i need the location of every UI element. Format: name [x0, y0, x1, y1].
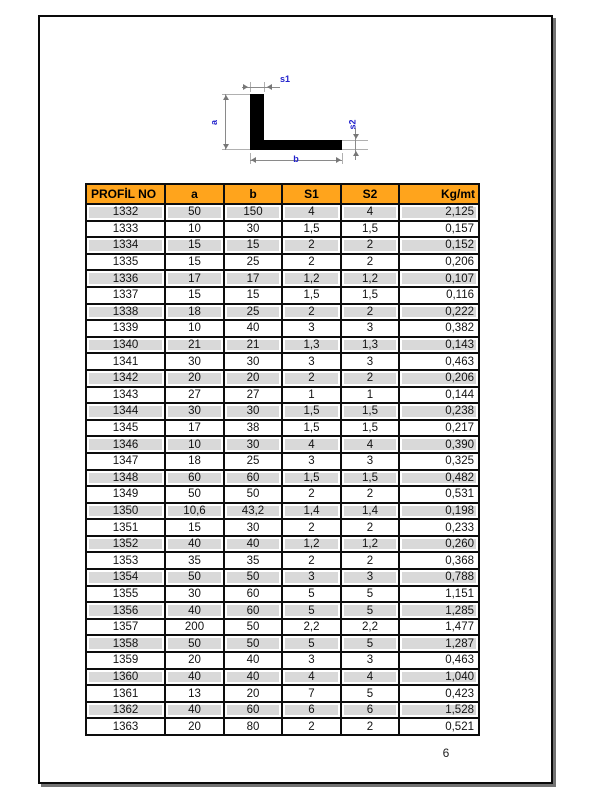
table-cell: 10	[165, 320, 224, 337]
table-cell: 1,5	[341, 287, 399, 304]
table-cell: 0,238	[399, 403, 479, 420]
table-cell: 1	[282, 387, 341, 404]
table-cell: 1354	[86, 569, 165, 586]
header-cell-s2: S2	[341, 184, 399, 204]
table-row	[86, 602, 479, 619]
table-cell: 2	[282, 486, 341, 503]
table-cell: 27	[165, 387, 224, 404]
table-cell: 0,390	[399, 436, 479, 453]
table-cell: 2	[341, 552, 399, 569]
table-cell: 40	[224, 669, 282, 686]
table-cell: 50	[165, 204, 224, 221]
table-row	[86, 420, 479, 437]
table-cell: 2,2	[282, 619, 341, 636]
table-row	[86, 237, 479, 254]
table-cell: 40	[165, 669, 224, 686]
table-cell: 1334	[86, 237, 165, 254]
table-header-row	[86, 184, 479, 204]
table-row	[86, 569, 479, 586]
table-cell: 0,143	[399, 337, 479, 354]
table-cell: 1,5	[282, 287, 341, 304]
table-cell: 10	[165, 221, 224, 238]
table-cell: 1,528	[399, 702, 479, 719]
l-profile-diagram	[210, 70, 380, 175]
table-cell: 3	[282, 353, 341, 370]
header-cell-s1: S1	[282, 184, 341, 204]
table-row	[86, 436, 479, 453]
table-cell: 1,477	[399, 619, 479, 636]
table-cell: 0,788	[399, 569, 479, 586]
table-cell: 1352	[86, 536, 165, 553]
table-row	[86, 204, 479, 221]
table-row	[86, 320, 479, 337]
table-cell: 1,2	[282, 536, 341, 553]
table-cell: 18	[165, 453, 224, 470]
table-cell: 2	[341, 254, 399, 271]
table-cell: 0,325	[399, 453, 479, 470]
table-cell: 15	[165, 254, 224, 271]
table-cell: 2	[341, 486, 399, 503]
table-cell: 1332	[86, 204, 165, 221]
table-cell: 1,5	[282, 403, 341, 420]
table-cell: 2	[341, 237, 399, 254]
table-cell: 200	[165, 619, 224, 636]
table-cell: 50	[165, 635, 224, 652]
table-cell: 4	[341, 669, 399, 686]
table-row	[86, 353, 479, 370]
table-cell: 5	[341, 586, 399, 603]
table-row	[86, 287, 479, 304]
table-cell: 1355	[86, 586, 165, 603]
table-cell: 2	[282, 718, 341, 735]
table-row	[86, 669, 479, 686]
table-row	[86, 536, 479, 553]
table-cell: 1336	[86, 270, 165, 287]
table-cell: 30	[165, 403, 224, 420]
arrowhead-icon	[353, 151, 359, 156]
table-cell: 25	[224, 453, 282, 470]
table-cell: 2,2	[341, 619, 399, 636]
table-cell: 3	[282, 569, 341, 586]
table-cell: 2	[282, 519, 341, 536]
table-cell: 5	[282, 586, 341, 603]
table-cell: 3	[282, 453, 341, 470]
table-cell: 1,285	[399, 602, 479, 619]
table-cell: 5	[282, 602, 341, 619]
table-cell: 40	[165, 602, 224, 619]
table-cell: 0,206	[399, 370, 479, 387]
table-cell: 20	[165, 370, 224, 387]
table-cell: 20	[165, 652, 224, 669]
table-cell: 0,368	[399, 552, 479, 569]
table-cell: 4	[341, 204, 399, 221]
table-cell: 1,040	[399, 669, 479, 686]
table-cell: 2	[282, 254, 341, 271]
table-cell: 15	[165, 287, 224, 304]
table-cell: 1356	[86, 602, 165, 619]
table-cell: 1341	[86, 353, 165, 370]
table-cell: 1,5	[341, 470, 399, 487]
dim-extension-line	[222, 149, 250, 150]
table-cell: 20	[224, 685, 282, 702]
table-cell: 40	[224, 536, 282, 553]
table-cell: 17	[165, 420, 224, 437]
table-cell: 1361	[86, 685, 165, 702]
table-cell: 1,287	[399, 635, 479, 652]
table-row	[86, 519, 479, 536]
table-cell: 5	[341, 602, 399, 619]
table-cell: 18	[165, 304, 224, 321]
table-cell: 150	[224, 204, 282, 221]
table-body	[86, 204, 479, 735]
table-row	[86, 652, 479, 669]
table-cell: 1344	[86, 403, 165, 420]
table-cell: 1,5	[282, 420, 341, 437]
header-cell-a: a	[165, 184, 224, 204]
table-cell: 20	[165, 718, 224, 735]
table-cell: 1,3	[341, 337, 399, 354]
table-cell: 0,260	[399, 536, 479, 553]
table-cell: 60	[224, 602, 282, 619]
table-cell: 3	[341, 569, 399, 586]
table-row	[86, 486, 479, 503]
page-number: 6	[442, 746, 450, 760]
table-cell: 1,4	[282, 503, 341, 520]
table-cell: 15	[165, 519, 224, 536]
dim-label-s2: s2	[347, 119, 358, 130]
table-cell: 1360	[86, 669, 165, 686]
table-cell: 1,151	[399, 586, 479, 603]
table-cell: 60	[165, 470, 224, 487]
table-cell: 1343	[86, 387, 165, 404]
table-cell: 1340	[86, 337, 165, 354]
table-row	[86, 370, 479, 387]
table-cell: 25	[224, 254, 282, 271]
table-cell: 2	[282, 370, 341, 387]
table-cell: 4	[282, 669, 341, 686]
table-row	[86, 619, 479, 636]
table-cell: 3	[282, 652, 341, 669]
table-row	[86, 387, 479, 404]
table-cell: 50	[165, 569, 224, 586]
header-cell-b: b	[224, 184, 282, 204]
table-cell: 1359	[86, 652, 165, 669]
table-cell: 13	[165, 685, 224, 702]
table-row	[86, 718, 479, 735]
table-cell: 30	[224, 403, 282, 420]
table-cell: 43,2	[224, 503, 282, 520]
table-cell: 10,6	[165, 503, 224, 520]
table-cell: 1349	[86, 486, 165, 503]
table-cell: 6	[341, 702, 399, 719]
table-cell: 30	[224, 519, 282, 536]
header-cell-kg-mt: Kg/mt	[399, 184, 479, 204]
table-cell: 1337	[86, 287, 165, 304]
table-cell: 4	[282, 436, 341, 453]
table-cell: 27	[224, 387, 282, 404]
arrowhead-icon	[223, 144, 229, 149]
table-cell: 1	[341, 387, 399, 404]
dim-line-a	[225, 94, 226, 150]
table-cell: 25	[224, 304, 282, 321]
table-row	[86, 270, 479, 287]
l-shape-horizontal-leg	[250, 140, 342, 150]
table-row	[86, 470, 479, 487]
table-cell: 3	[282, 320, 341, 337]
arrowhead-icon	[267, 84, 272, 90]
table-row	[86, 221, 479, 238]
table-cell: 80	[224, 718, 282, 735]
table-cell: 0,463	[399, 353, 479, 370]
dim-extension-line	[342, 153, 343, 164]
table-cell: 0,222	[399, 304, 479, 321]
table-cell: 0,482	[399, 470, 479, 487]
table-cell: 60	[224, 470, 282, 487]
arrowhead-icon	[243, 84, 248, 90]
table-cell: 0,152	[399, 237, 479, 254]
table-cell: 0,206	[399, 254, 479, 271]
table-cell: 2	[341, 519, 399, 536]
table-cell: 50	[165, 486, 224, 503]
table-cell: 1,2	[341, 536, 399, 553]
table-cell: 1346	[86, 436, 165, 453]
table-cell: 6	[282, 702, 341, 719]
table-cell: 0,107	[399, 270, 479, 287]
profiles-table	[85, 183, 480, 736]
table-row	[86, 254, 479, 271]
table-cell: 1,3	[282, 337, 341, 354]
table-cell: 21	[224, 337, 282, 354]
table-cell: 1363	[86, 718, 165, 735]
table-cell: 17	[165, 270, 224, 287]
table-row	[86, 586, 479, 603]
table-cell: 40	[165, 536, 224, 553]
table-cell: 1,5	[341, 403, 399, 420]
table-cell: 15	[224, 237, 282, 254]
table-cell: 2	[341, 304, 399, 321]
table-cell: 2	[282, 552, 341, 569]
table-cell: 10	[165, 436, 224, 453]
table-cell: 1345	[86, 420, 165, 437]
dim-label-s1: s1	[280, 74, 291, 84]
table-cell: 2	[282, 304, 341, 321]
table-cell: 3	[341, 652, 399, 669]
table-cell: 1350	[86, 503, 165, 520]
header-cell-profi-l-no: PROFİL NO	[86, 184, 165, 204]
table-cell: 30	[224, 221, 282, 238]
table-cell: 0,521	[399, 718, 479, 735]
table-row	[86, 304, 479, 321]
table-cell: 40	[224, 320, 282, 337]
table-row	[86, 552, 479, 569]
table-cell: 30	[165, 586, 224, 603]
table-cell: 0,233	[399, 519, 479, 536]
table-cell: 38	[224, 420, 282, 437]
table-cell: 1342	[86, 370, 165, 387]
table-cell: 17	[224, 270, 282, 287]
table-cell: 1335	[86, 254, 165, 271]
table-cell: 1,5	[341, 420, 399, 437]
table-cell: 2,125	[399, 204, 479, 221]
arrowhead-icon	[353, 134, 359, 139]
table-cell: 1351	[86, 519, 165, 536]
table-cell: 0,531	[399, 486, 479, 503]
table-row	[86, 503, 479, 520]
table-cell: 40	[165, 702, 224, 719]
table-cell: 1,5	[341, 221, 399, 238]
table-row	[86, 403, 479, 420]
table-cell: 4	[341, 436, 399, 453]
table-cell: 1358	[86, 635, 165, 652]
table-cell: 5	[341, 635, 399, 652]
table-cell: 15	[165, 237, 224, 254]
table-cell: 15	[224, 287, 282, 304]
table-cell: 20	[224, 370, 282, 387]
table-cell: 2	[282, 237, 341, 254]
table-cell: 0,423	[399, 685, 479, 702]
table-cell: 50	[224, 635, 282, 652]
table-cell: 21	[165, 337, 224, 354]
table-cell: 1,4	[341, 503, 399, 520]
table-cell: 4	[282, 204, 341, 221]
table-cell: 0,217	[399, 420, 479, 437]
table-cell: 35	[165, 552, 224, 569]
table-cell: 3	[341, 453, 399, 470]
table-cell: 5	[341, 685, 399, 702]
table-cell: 1,2	[282, 270, 341, 287]
table-cell: 50	[224, 619, 282, 636]
table-cell: 1,2	[341, 270, 399, 287]
table-cell: 30	[224, 353, 282, 370]
dim-label-a: a	[209, 119, 220, 126]
table-cell: 1362	[86, 702, 165, 719]
table-cell: 3	[341, 353, 399, 370]
table-cell: 1,5	[282, 221, 341, 238]
table-cell: 2	[341, 718, 399, 735]
table-cell: 0,116	[399, 287, 479, 304]
table-cell: 1348	[86, 470, 165, 487]
table-cell: 2	[341, 370, 399, 387]
table-cell: 1333	[86, 221, 165, 238]
table-cell: 1347	[86, 453, 165, 470]
table-row	[86, 685, 479, 702]
table-cell: 0,382	[399, 320, 479, 337]
table-cell: 5	[282, 635, 341, 652]
table-cell: 0,144	[399, 387, 479, 404]
table-row	[86, 453, 479, 470]
table-cell: 7	[282, 685, 341, 702]
table-cell: 1339	[86, 320, 165, 337]
table-row	[86, 702, 479, 719]
table-cell: 1353	[86, 552, 165, 569]
table-cell: 60	[224, 702, 282, 719]
table-cell: 35	[224, 552, 282, 569]
table-cell: 50	[224, 569, 282, 586]
table-cell: 0,463	[399, 652, 479, 669]
table-cell: 1357	[86, 619, 165, 636]
table-cell: 3	[341, 320, 399, 337]
table-cell: 40	[224, 652, 282, 669]
table-cell: 1338	[86, 304, 165, 321]
table-cell: 50	[224, 486, 282, 503]
table-row	[86, 635, 479, 652]
table-cell: 60	[224, 586, 282, 603]
table-row	[86, 337, 479, 354]
arrowhead-icon	[223, 95, 229, 100]
table-cell: 0,157	[399, 221, 479, 238]
table-cell: 1,5	[282, 470, 341, 487]
table-cell: 0,198	[399, 503, 479, 520]
dim-label-b: b	[293, 154, 299, 164]
table-cell: 30	[224, 436, 282, 453]
table-cell: 30	[165, 353, 224, 370]
